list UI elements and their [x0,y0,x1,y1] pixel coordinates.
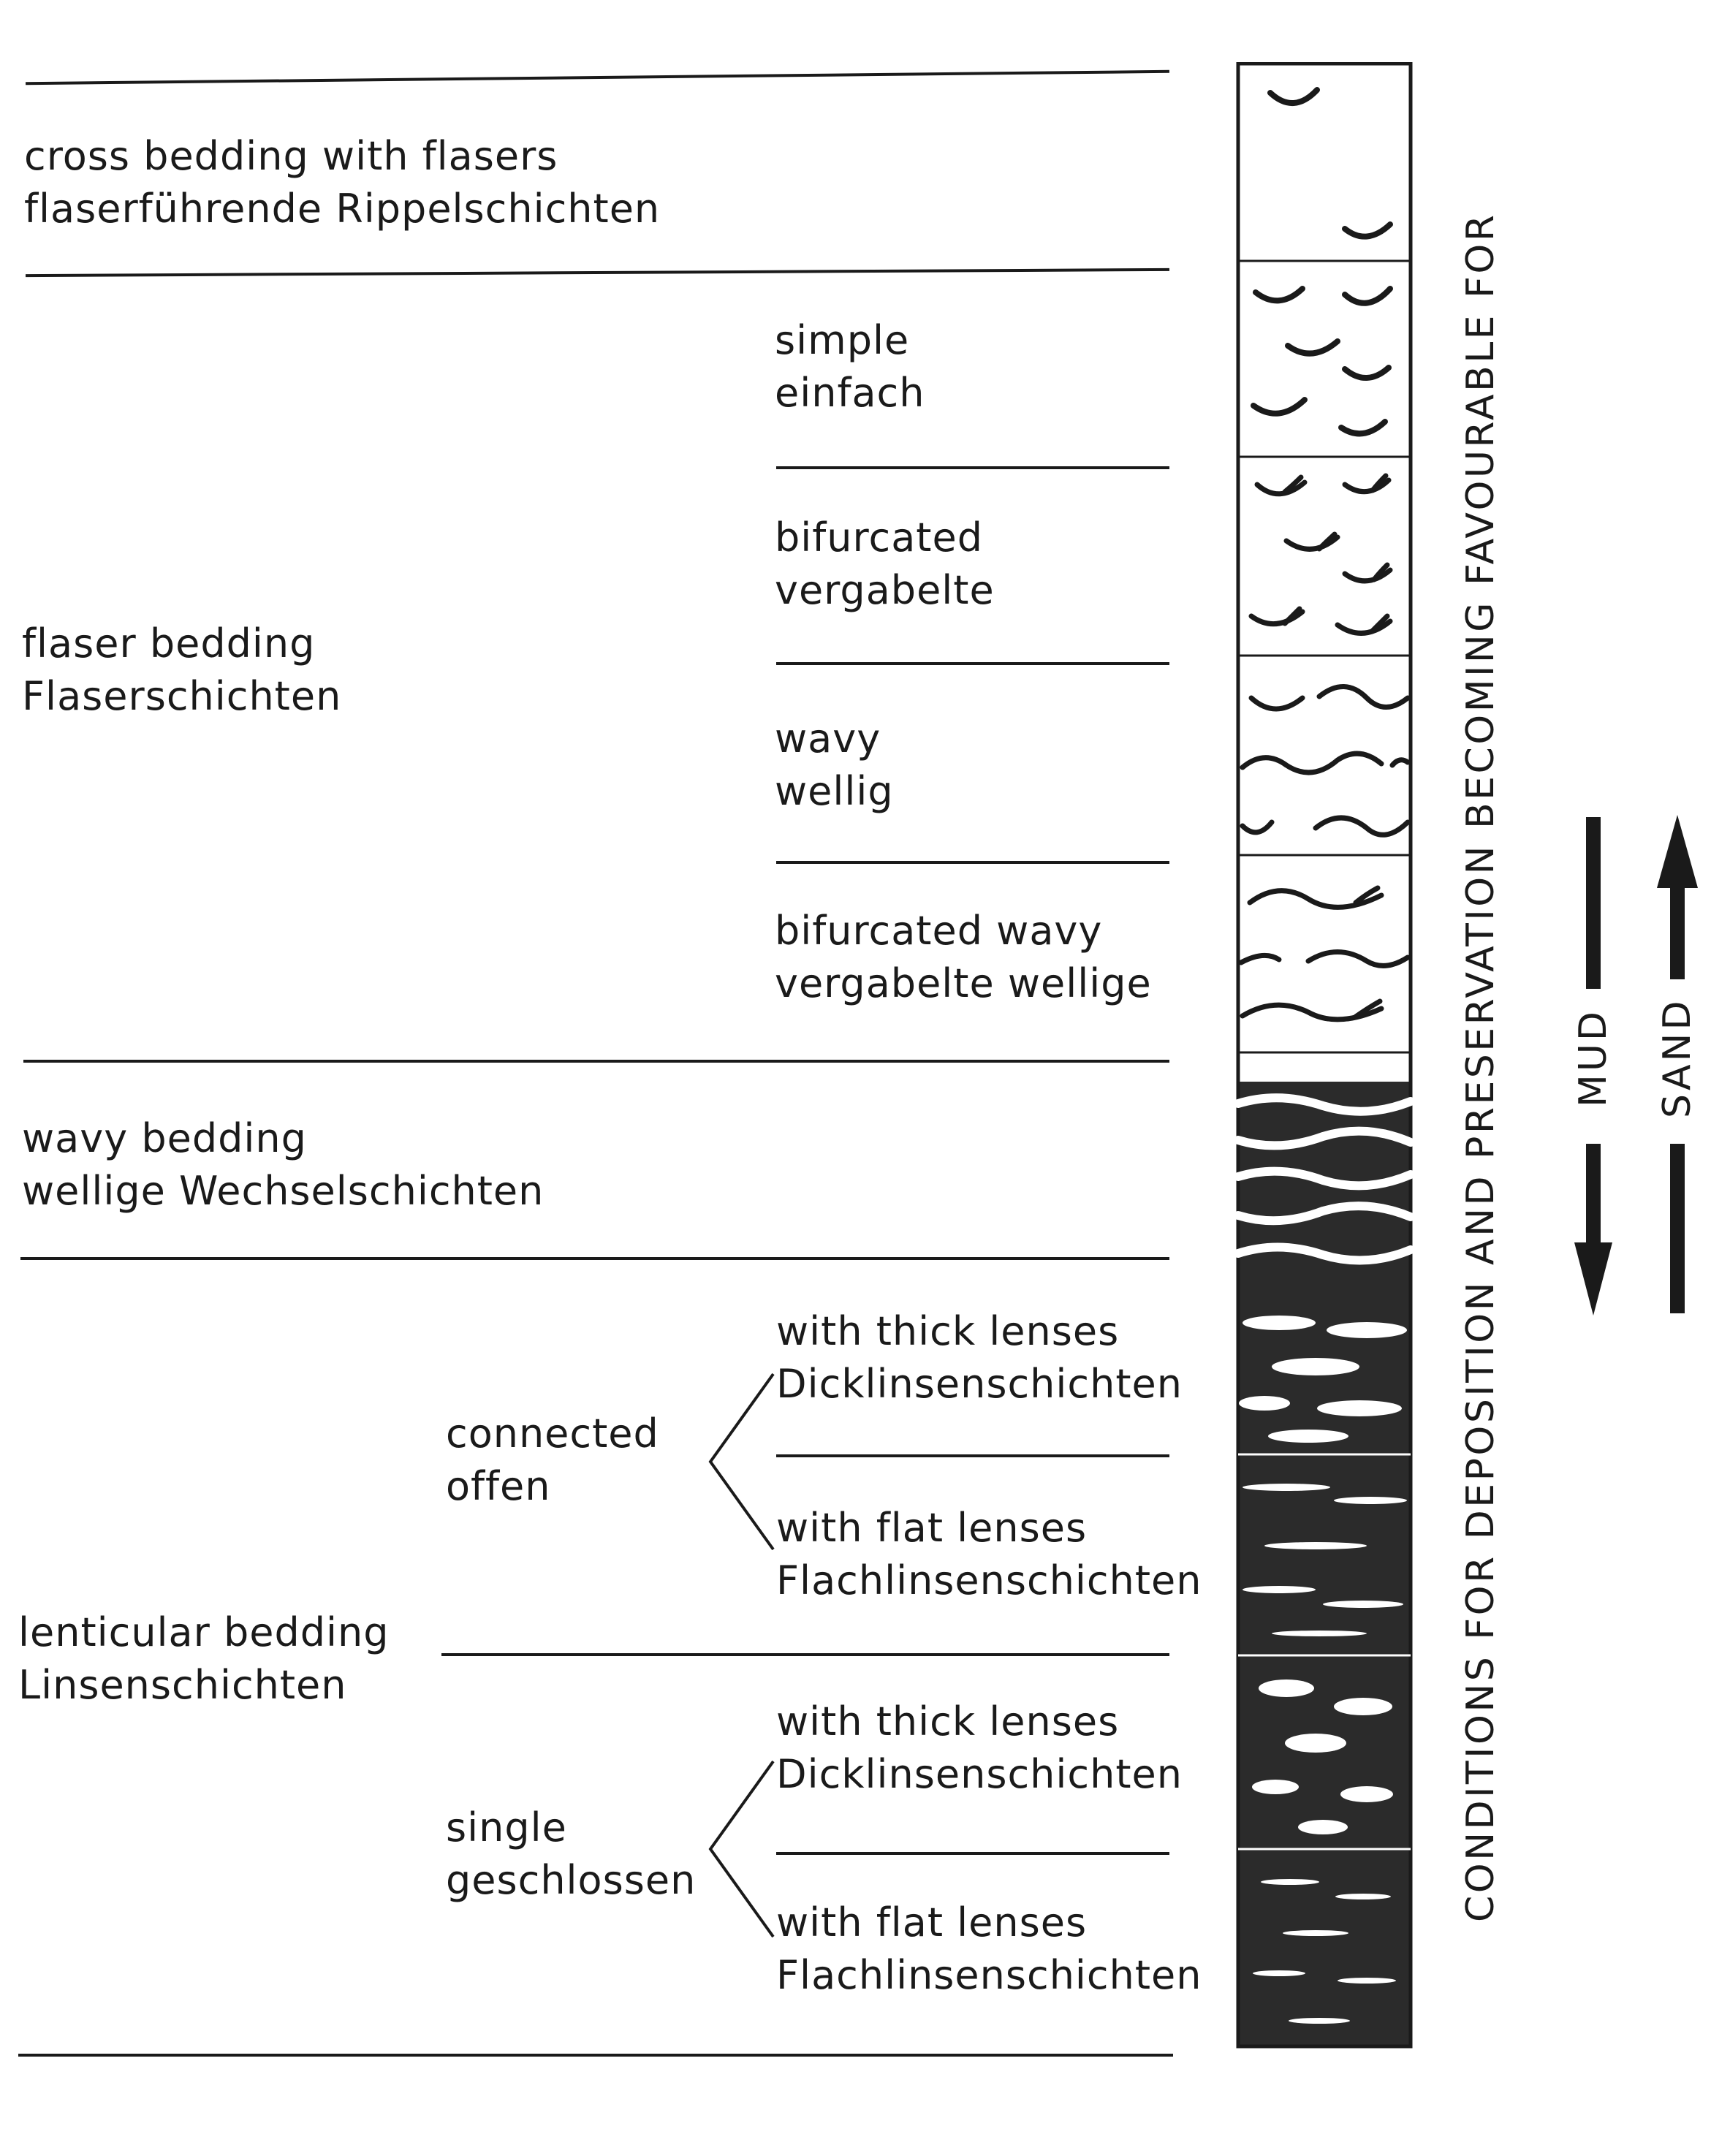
label-single-thick-lenses [776,1696,1183,1801]
label-flaser-wavy-en: wavy [775,715,881,762]
label-connected-en: connected [446,1411,659,1457]
divider-flaser-simple [776,466,1169,469]
column-section-dividers [1238,261,1411,1052]
flaser-marks-bifurcated-wavy [1241,888,1408,1020]
label-connected-thick-en: with thick lenses [776,1308,1120,1354]
label-single-de: geschlossen [446,1857,697,1903]
label-lenticular-bedding-de: Linsenschichten [18,1662,347,1708]
divider-connected-thick-flat [776,1454,1169,1457]
label-flaser-simple-en: simple [775,317,910,363]
label-flaser-bifurcated-en: bifurcated [775,515,983,561]
label-lenticular-bedding [18,1606,390,1712]
label-wavy-bedding-de: wellige Wechselschichten [22,1168,545,1214]
label-single-thick-de: Dicklinsenschichten [776,1751,1183,1797]
sand-label: SAND [1655,998,1699,1118]
divider-connected-single [441,1653,1169,1656]
label-single-thick-en: with thick lenses [776,1698,1120,1745]
label-connected-thick-de: Dicklinsenschichten [776,1361,1183,1407]
label-connected-thick-lenses [776,1305,1183,1411]
sand-arrow-head-icon [1657,815,1698,888]
label-flaser-wavy-de: wellig [775,768,894,814]
label-flaser-bedding [22,618,341,723]
label-single-flat-de: Flachlinsenschichten [776,1952,1202,1998]
label-flaser-simple-de: einfach [775,370,925,416]
divider-single-thick-flat [776,1852,1169,1855]
label-cross-bedding [24,130,660,235]
label-flaser-bifurcated [775,512,995,617]
label-flaser-wavy [775,713,894,818]
label-flaser-bifurcated-wavy [775,905,1152,1010]
flaser-marks-simple [1253,289,1390,433]
label-connected [446,1408,659,1513]
mud-arrow-head-icon [1574,1242,1612,1316]
label-single [446,1802,696,1907]
divider-flaser-bifurcated [776,662,1169,665]
label-single-flat-en: with flat lenses [776,1899,1088,1946]
flaser-marks-bifurcated [1251,476,1390,633]
divider-cross-flaser [26,268,1169,277]
label-connected-de: offen [446,1463,551,1509]
label-flaser-bifurcated-wavy-de: vergabelte wellige [775,960,1152,1006]
ripple-marks-cross [1270,90,1390,237]
flaser-marks-wavy [1243,686,1408,835]
label-flaser-bifurcated-wavy-en: bifurcated wavy [775,908,1103,954]
divider-bottom [18,2054,1173,2057]
label-cross-bedding-en: cross bedding with flasers [24,133,558,179]
label-lenticular-bedding-en: lenticular bedding [18,1609,390,1655]
label-wavy-bedding-en: wavy bedding [22,1115,307,1161]
label-single-flat-lenses [776,1897,1202,2002]
column-mud-fill [1238,1082,1411,2046]
sediment-column [1235,62,1418,2050]
label-wavy-bedding [22,1112,544,1218]
label-connected-flat-de: Flachlinsenschichten [776,1557,1202,1603]
vertical-caption [1451,190,1509,1944]
label-flaser-bifurcated-de: vergabelte [775,567,995,613]
label-connected-flat-lenses [776,1502,1202,1607]
divider-top [26,70,1169,85]
label-connected-flat-en: with flat lenses [776,1505,1088,1551]
label-flaser-bedding-de: Flaserschichten [22,673,342,719]
divider-flaser-wavy [776,861,1169,864]
bracket-single [702,1754,782,1951]
label-cross-bedding-de: flaserführende Rippelschichten [24,186,661,232]
label-flaser-bedding-en: flaser bedding [22,620,316,667]
mud-arrow [1564,811,1623,1323]
divider-flaser-wavy-bed [23,1060,1169,1063]
label-flaser-simple [775,314,925,420]
bracket-connected [702,1367,782,1564]
sand-arrow [1648,811,1707,1323]
mud-label: MUD [1571,1009,1615,1107]
divider-wavy-lenticular [20,1257,1169,1260]
vertical-caption-text: CONDITIONS FOR DEPOSITION AND PRESERVATION BECOMING FAVOURABLE FOR [1459,212,1503,1922]
label-single-en: single [446,1804,567,1851]
